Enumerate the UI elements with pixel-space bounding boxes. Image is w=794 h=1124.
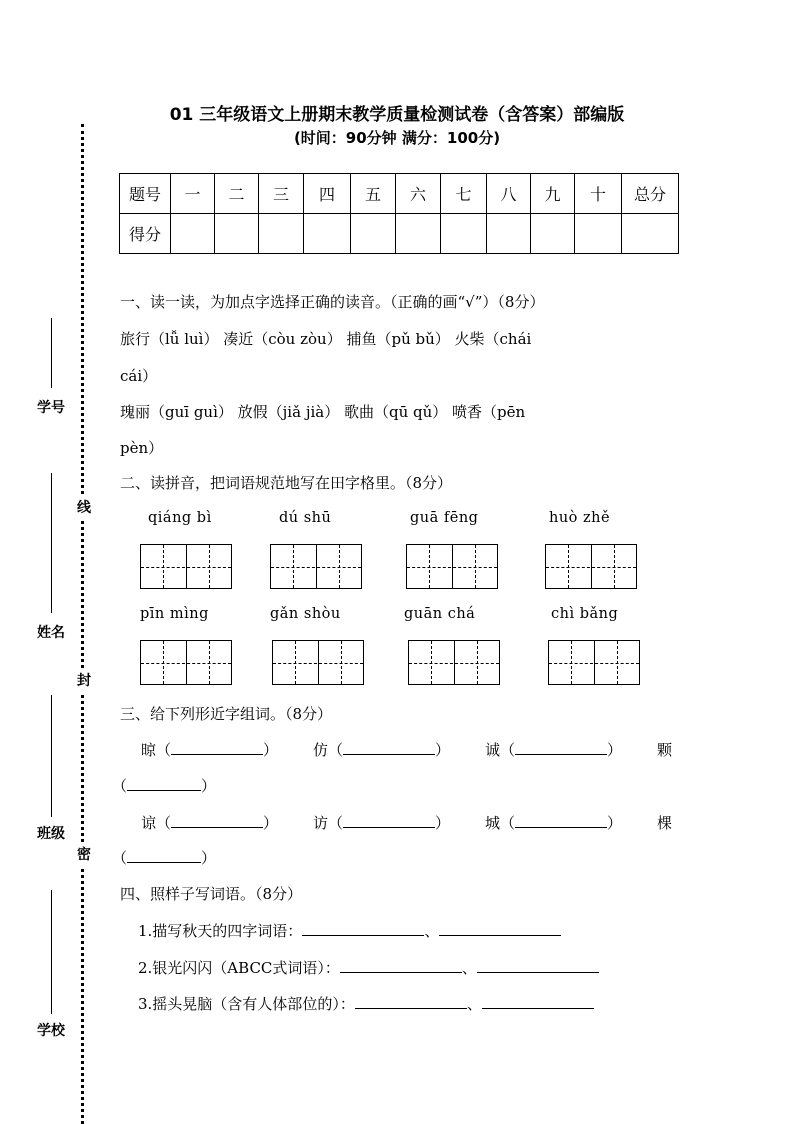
q4-heading: 四、照样子写词语。（8分）	[120, 885, 303, 903]
binding-dotted-line	[81, 124, 84, 1124]
answer-blank[interactable]	[343, 740, 435, 755]
pinyin-label: guān chá	[404, 606, 476, 622]
answer-blank[interactable]	[127, 848, 201, 863]
side-label-banji: 班级	[37, 826, 65, 842]
score-row-label: 得分	[120, 214, 171, 254]
q1-line-2-cont: pèn）	[120, 439, 164, 457]
q3-close: ）	[607, 814, 623, 832]
q3-item	[313, 739, 450, 760]
q3-char: 谅（	[141, 814, 172, 832]
tianzige-box[interactable]	[140, 544, 232, 589]
score-header-cell: 六	[396, 174, 441, 214]
q3-close: ）	[201, 777, 217, 795]
score-cell[interactable]	[259, 214, 304, 254]
score-header-cell: 五	[351, 174, 396, 214]
pinyin-label: pīn mìng	[140, 606, 209, 622]
score-cell[interactable]	[575, 214, 622, 254]
side-mark-xian: 线	[77, 495, 91, 519]
q3-item	[313, 812, 450, 833]
q4-prompt: 2.银光闪闪（ABCC式词语）：	[138, 959, 340, 977]
score-table-header-row	[120, 174, 679, 214]
score-header-cell: 一	[171, 174, 215, 214]
pinyin-label: huò zhě	[549, 510, 611, 526]
answer-blank[interactable]	[171, 813, 263, 828]
score-header-cell: 十	[575, 174, 622, 214]
pinyin-label: gǎn shòu	[270, 606, 341, 622]
page-title: 01 三年级语文上册期末教学质量检测试卷（含答案）部编版	[169, 105, 625, 125]
score-cell[interactable]	[304, 214, 351, 254]
q3-close: ）	[435, 741, 451, 759]
score-cell[interactable]	[622, 214, 679, 254]
score-cell[interactable]	[441, 214, 487, 254]
answer-blank[interactable]	[477, 958, 599, 973]
q3-open: （	[112, 777, 128, 795]
q3-char-wrap: 棵	[657, 814, 673, 832]
q2-heading: 二、读拼音，把词语规范地写在田字格里。（8分）	[120, 474, 453, 492]
tianzige-box[interactable]	[270, 544, 362, 589]
tianzige-box[interactable]	[548, 640, 640, 685]
q4-sep: 、	[461, 959, 477, 977]
xuehao-blank-line	[51, 318, 52, 388]
score-header-cell: 七	[441, 174, 487, 214]
q1-line-1: 旅行（lǚ luì） 凑近（còu zòu） 捕鱼（pǔ bǔ） 火柴（chái	[120, 330, 532, 348]
q3-char: 仿（	[313, 741, 344, 759]
q3-close: ）	[201, 849, 217, 867]
answer-blank[interactable]	[302, 921, 424, 936]
pinyin-label: dú shū	[279, 510, 332, 526]
tianzige-box[interactable]	[406, 544, 498, 589]
q3-close: ）	[263, 814, 279, 832]
answer-blank[interactable]	[171, 740, 263, 755]
q3-heading: 三、给下列形近字组词。（8分）	[120, 705, 333, 723]
score-header-cell: 三	[259, 174, 304, 214]
answer-blank[interactable]	[482, 994, 594, 1009]
xuexiao-blank-line	[51, 890, 52, 1014]
tianzige-box[interactable]	[408, 640, 500, 685]
score-cell[interactable]	[531, 214, 575, 254]
q3-close: ）	[263, 741, 279, 759]
answer-blank[interactable]	[515, 813, 607, 828]
q4-prompt: 1.描写秋天的四字词语：	[138, 922, 303, 940]
score-table-score-row	[120, 214, 679, 254]
score-cell[interactable]	[215, 214, 259, 254]
score-header-cell: 题号	[120, 174, 171, 214]
q1-line-2: 瑰丽（guī guì） 放假（jiǎ jià） 歌曲（qū qǔ） 喷香（pēn	[120, 403, 526, 421]
answer-blank[interactable]	[515, 740, 607, 755]
q3-item	[141, 739, 278, 760]
xingming-blank-line	[51, 473, 52, 613]
q3-open: （	[112, 849, 128, 867]
side-label-xuehao: 学号	[37, 400, 65, 416]
score-header-cell: 八	[487, 174, 531, 214]
q3-item	[485, 739, 622, 760]
score-header-cell: 总分	[622, 174, 679, 214]
q3-item	[485, 812, 622, 833]
page-subtitle: (时间：90分钟 满分：100分)	[293, 129, 501, 147]
q4-prompt: 3.摇头晃脑（含有人体部位的）：	[138, 995, 355, 1013]
score-header-cell: 九	[531, 174, 575, 214]
q4-item-2	[138, 957, 599, 978]
score-cell[interactable]	[396, 214, 441, 254]
answer-blank[interactable]	[439, 921, 561, 936]
score-header-cell: 二	[215, 174, 259, 214]
pinyin-label: chì bǎng	[551, 606, 619, 622]
banji-blank-line	[51, 695, 52, 817]
answer-blank[interactable]	[355, 994, 467, 1009]
q3-char: 城（	[485, 814, 516, 832]
q4-sep: 、	[424, 922, 440, 940]
q4-item-3	[138, 993, 594, 1014]
side-mark-feng: 封	[77, 668, 91, 692]
answer-blank[interactable]	[340, 958, 462, 973]
q4-sep: 、	[466, 995, 482, 1013]
tianzige-box[interactable]	[140, 640, 232, 685]
q3-char-wrap: 颗	[657, 741, 673, 759]
q1-heading: 一、读一读，为加点字选择正确的读音。（正确的画“√”）（8分）	[120, 293, 545, 311]
tianzige-box[interactable]	[545, 544, 637, 589]
score-table	[119, 173, 679, 254]
answer-blank[interactable]	[127, 776, 201, 791]
side-label-xingming: 姓名	[37, 625, 65, 641]
score-header-cell: 四	[304, 174, 351, 214]
q3-item	[112, 775, 216, 796]
q1-line-1-cont: cái）	[120, 367, 158, 385]
side-mark-mi: 密	[77, 842, 91, 866]
tianzige-box[interactable]	[272, 640, 364, 685]
q3-char: 诚（	[485, 741, 516, 759]
score-cell[interactable]	[487, 214, 531, 254]
q3-item	[141, 812, 278, 833]
answer-blank[interactable]	[343, 813, 435, 828]
q3-char: 晾（	[141, 741, 172, 759]
q3-item	[112, 847, 216, 868]
q3-close: ）	[435, 814, 451, 832]
pinyin-label: guā fēng	[410, 510, 479, 526]
pinyin-label: qiáng bì	[148, 510, 212, 526]
side-label-xuexiao: 学校	[37, 1023, 65, 1039]
q3-close: ）	[607, 741, 623, 759]
q3-char: 访（	[313, 814, 344, 832]
q4-item-1	[138, 920, 561, 941]
score-cell[interactable]	[351, 214, 396, 254]
score-cell[interactable]	[171, 214, 215, 254]
